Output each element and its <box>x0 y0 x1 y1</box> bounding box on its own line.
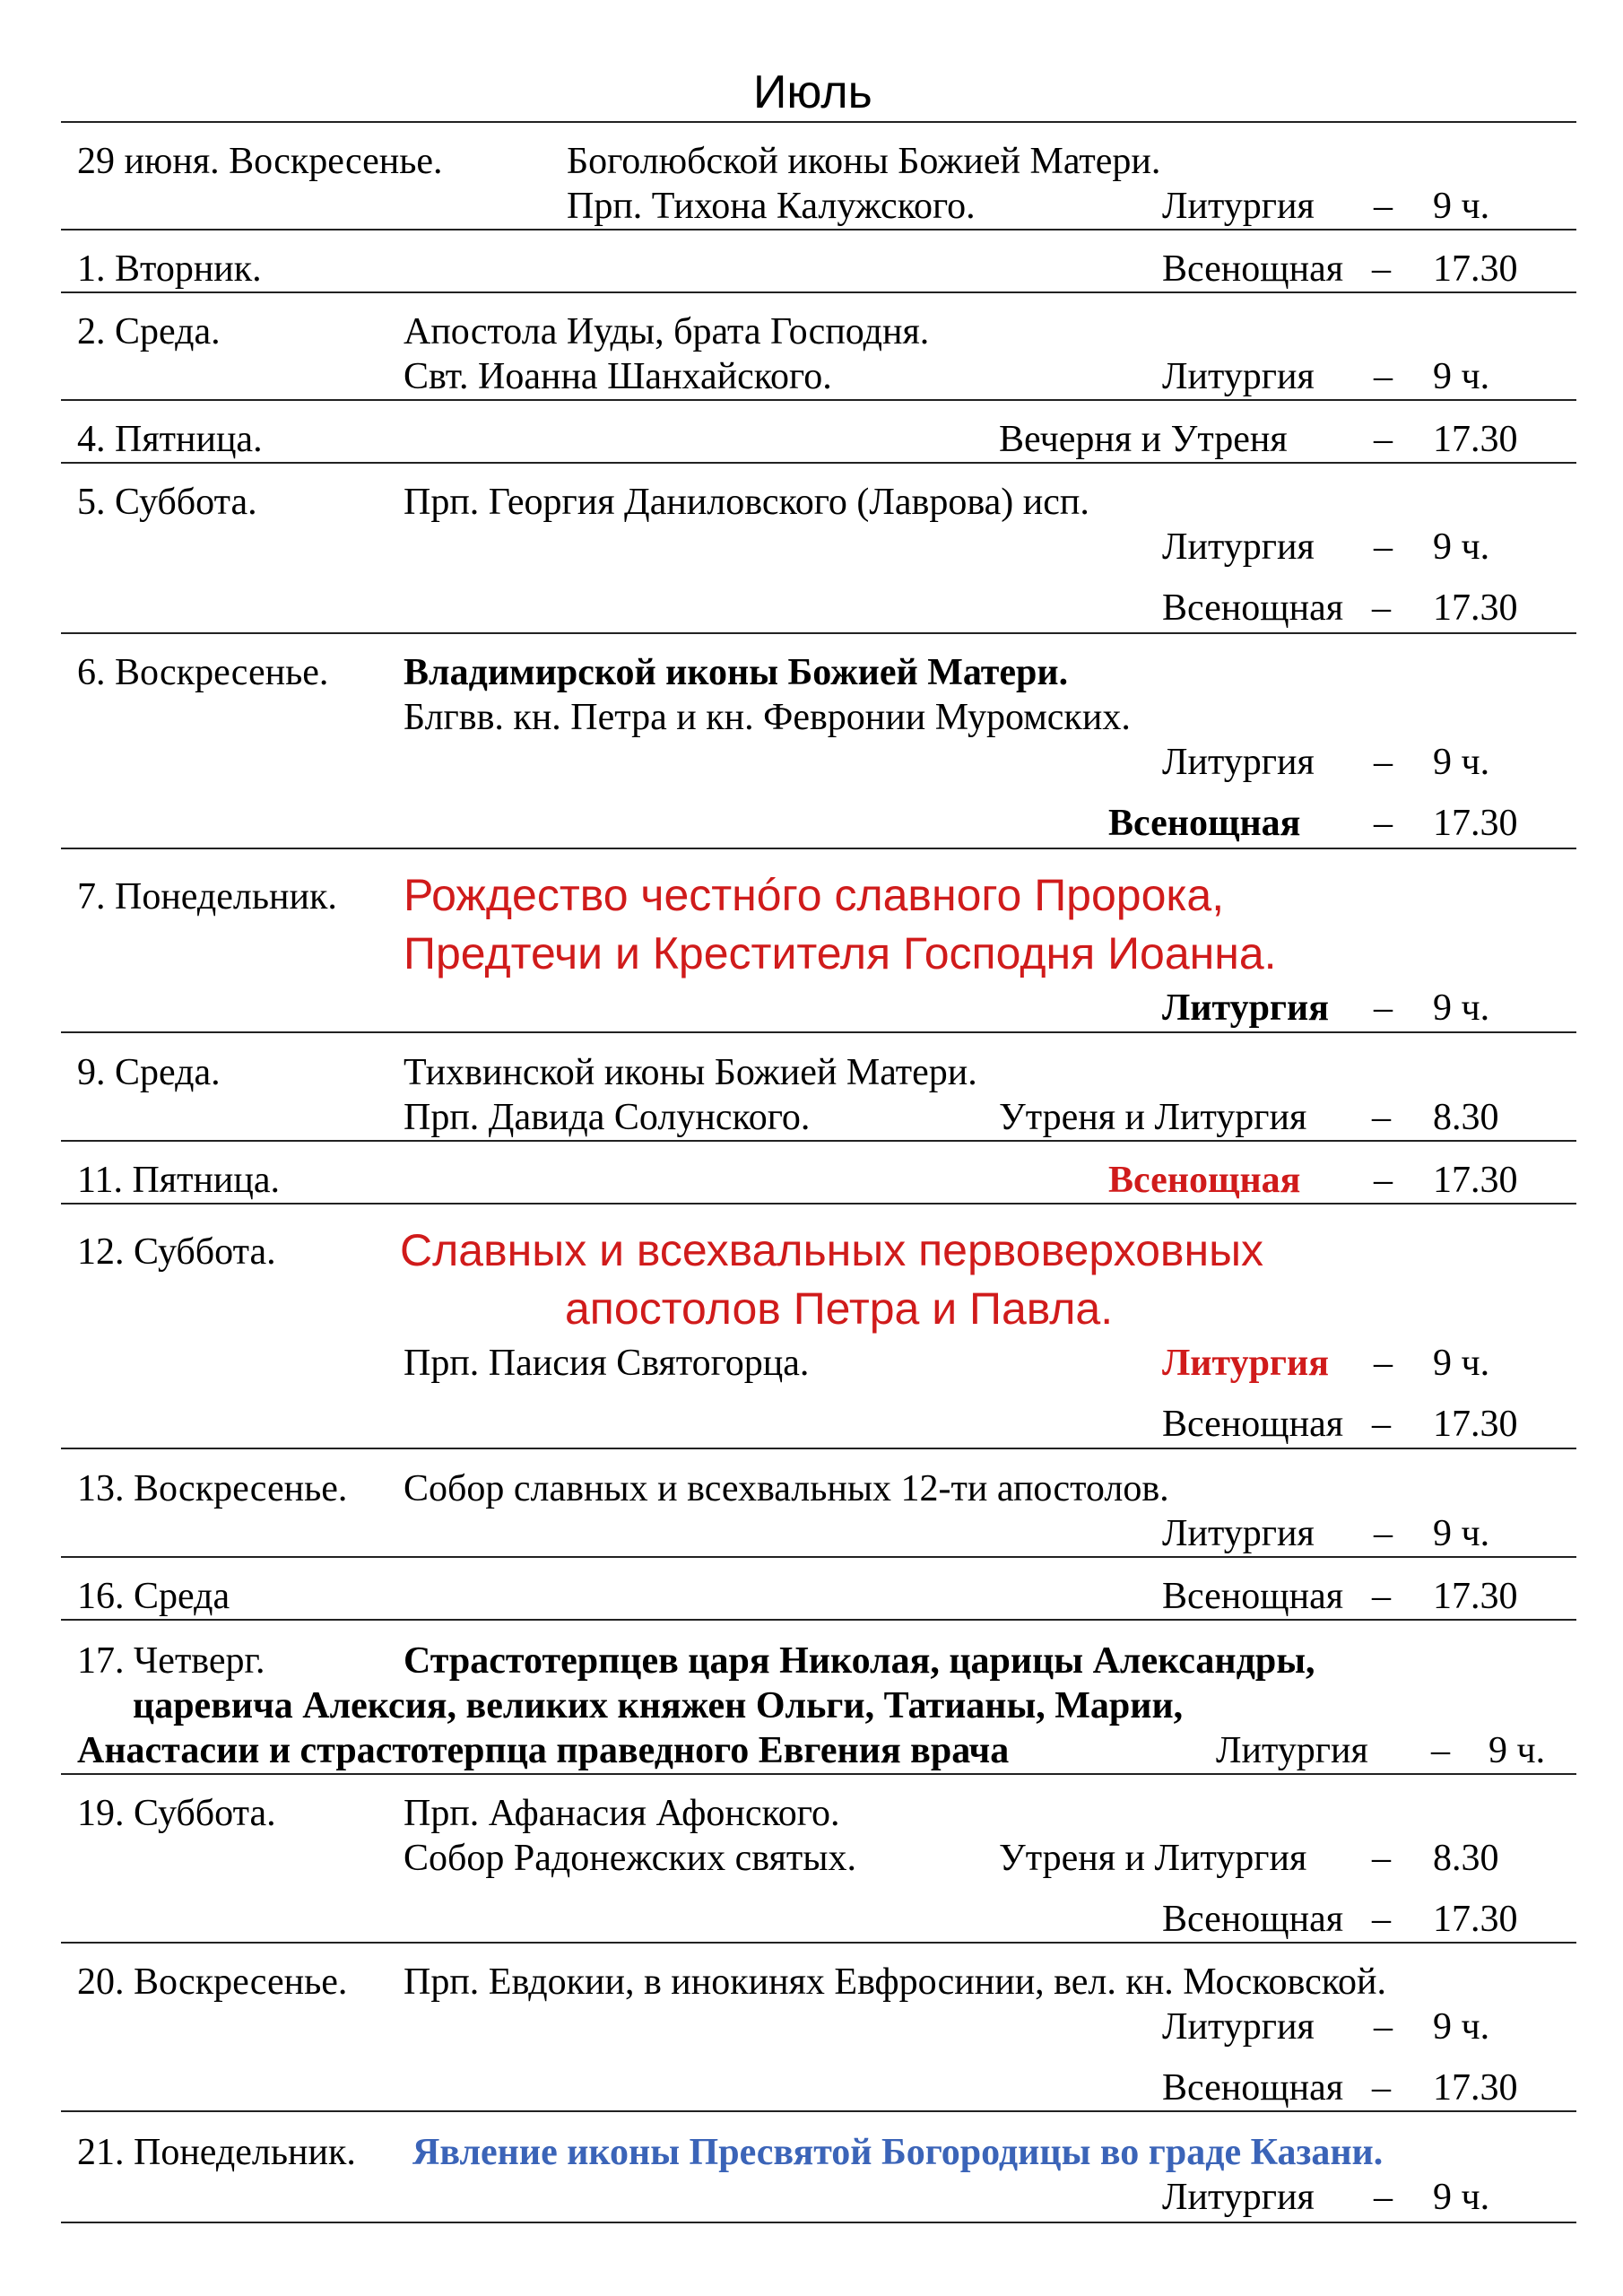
service-name: Утреня и Литургия <box>999 1838 1307 1879</box>
dash: – <box>1372 248 1391 290</box>
dash: – <box>1374 1513 1393 1554</box>
service-time: 8.30 <box>1433 1838 1499 1879</box>
dash: – <box>1374 742 1393 783</box>
row-day: 20. Воскресенье. <box>77 1961 348 2003</box>
row-day: 13. Воскресенье. <box>77 1468 348 1509</box>
row-feast-line: Собор Радонежских святых. <box>404 1838 856 1879</box>
row-feast-line: Апостола Иуды, брата Господня. <box>404 311 930 352</box>
service-time: 9 ч. <box>1433 186 1490 227</box>
service-time: 9 ч. <box>1433 987 1490 1029</box>
dash: – <box>1374 2006 1393 2048</box>
dash: – <box>1372 1899 1391 1940</box>
row-feast-line: Боголюбской иконы Божией Матери. <box>567 141 1161 182</box>
dash: – <box>1374 2177 1393 2218</box>
service-time: 17.30 <box>1433 1404 1518 1445</box>
divider <box>61 121 1576 123</box>
service-name: Утреня и Литургия <box>999 1097 1307 1138</box>
row-feast-line: Прп. Паисия Святогорца. <box>404 1343 810 1384</box>
service-name: Литургия <box>1162 742 1315 783</box>
row-feast-line: Собор славных и всехвальных 12-ти апостолов. <box>404 1468 1169 1509</box>
divider <box>61 632 1576 634</box>
service-name: Литургия <box>1216 1730 1368 1771</box>
dash: – <box>1372 587 1391 629</box>
divider <box>61 1773 1576 1775</box>
row-day: 4. Пятница. <box>77 419 263 460</box>
row-feast-line: царевича Алексия, великих княжен Ольги, Татианы, Марии, <box>133 1685 1184 1726</box>
row-feast-line: Рождество честнóго славного Пророка, <box>404 870 1225 920</box>
dash: – <box>1372 1576 1391 1617</box>
divider <box>61 1556 1576 1558</box>
row-feast-line: Страстотерпцев царя Николая, царицы Александры, <box>404 1640 1315 1682</box>
service-time: 8.30 <box>1433 1097 1499 1138</box>
service-name: Всенощная <box>1162 1576 1344 1617</box>
service-name: Литургия <box>1162 526 1315 568</box>
service-time: 17.30 <box>1433 1899 1518 1940</box>
page-title: Июль <box>753 66 872 118</box>
service-time: 17.30 <box>1433 2067 1518 2109</box>
service-time: 9 ч. <box>1433 2006 1490 2048</box>
service-name: Литургия <box>1162 1513 1315 1554</box>
row-feast-line: Предтечи и Крестителя Господня Иоанна. <box>404 928 1277 978</box>
row-day: 16. Среда <box>77 1576 230 1617</box>
divider <box>61 462 1576 464</box>
service-name: Литургия <box>1162 2177 1315 2218</box>
service-time: 17.30 <box>1433 587 1518 629</box>
row-day: 5. Суббота. <box>77 482 257 523</box>
divider <box>61 291 1576 293</box>
row-feast-line: Славных и всехвальных первоверховных <box>400 1225 1264 1275</box>
dash: – <box>1374 1343 1393 1384</box>
service-time: 9 ч. <box>1433 1513 1490 1554</box>
service-name: Всенощная <box>1162 587 1344 629</box>
row-day: 21. Понедельник. <box>77 2132 356 2173</box>
row-day: 12. Суббота. <box>77 1231 276 1273</box>
divider <box>61 1448 1576 1449</box>
row-feast-line: Анастасии и страстотерпца праведного Евгения врача <box>77 1730 1010 1771</box>
service-name: Всенощная <box>1162 1899 1344 1940</box>
dash: – <box>1374 1160 1393 1201</box>
dash: – <box>1431 1730 1450 1771</box>
divider <box>61 399 1576 401</box>
row-day: 7. Понедельник. <box>77 876 337 918</box>
dash: – <box>1374 356 1393 397</box>
service-name: Всенощная <box>1162 2067 1344 2109</box>
row-day: 29 июня. Воскресенье. <box>77 141 443 182</box>
dash: – <box>1372 2067 1391 2109</box>
row-day: 2. Среда. <box>77 311 221 352</box>
service-name: Литургия <box>1162 2006 1315 2048</box>
row-day: 1. Вторник. <box>77 248 262 290</box>
row-feast-line: Блгвв. кн. Петра и кн. Февронии Муромских. <box>404 697 1131 738</box>
dash: – <box>1374 419 1393 460</box>
service-name: Вечерня и Утреня <box>999 419 1288 460</box>
row-feast-line: Прп. Георгия Даниловского (Лаврова) исп. <box>404 482 1089 523</box>
row-feast-line: апостолов Петра и Павла. <box>565 1283 1114 1334</box>
divider <box>61 2222 1576 2223</box>
row-feast-line: Прп. Давида Солунского. <box>404 1097 811 1138</box>
row-day: 17. Четверг. <box>77 1640 265 1682</box>
divider <box>61 1942 1576 1944</box>
row-feast-line: Свт. Иоанна Шанхайского. <box>404 356 832 397</box>
divider <box>61 229 1576 230</box>
service-time: 9 ч. <box>1433 526 1490 568</box>
dash: – <box>1372 1097 1391 1138</box>
row-feast-line: Прп. Афанасия Афонского. <box>404 1793 840 1834</box>
service-name: Всенощная <box>1162 248 1344 290</box>
service-time: 17.30 <box>1433 803 1518 844</box>
service-name: Всенощная <box>1108 1160 1301 1201</box>
row-feast-line: Явление иконы Пресвятой Богородицы во граде Казани. <box>412 2132 1384 2173</box>
divider <box>61 1140 1576 1142</box>
service-time: 17.30 <box>1433 1576 1518 1617</box>
row-feast-line: Прп. Евдокии, в инокинях Евфросинии, вел. кн. Московской. <box>404 1961 1386 2003</box>
divider <box>61 1203 1576 1205</box>
service-name: Всенощная <box>1108 803 1301 844</box>
dash: – <box>1372 1404 1391 1445</box>
dash: – <box>1374 526 1393 568</box>
service-time: 17.30 <box>1433 248 1518 290</box>
service-name: Всенощная <box>1162 1404 1344 1445</box>
service-name: Литургия <box>1162 356 1315 397</box>
dash: – <box>1374 987 1393 1029</box>
service-time: 17.30 <box>1433 1160 1518 1201</box>
service-time: 9 ч. <box>1433 1343 1490 1384</box>
service-time: 9 ч. <box>1433 2177 1490 2218</box>
dash: – <box>1372 1838 1391 1879</box>
row-feast-line: Тихвинской иконы Божией Матери. <box>404 1052 977 1093</box>
dash: – <box>1374 803 1393 844</box>
row-day: 6. Воскресенье. <box>77 652 329 693</box>
row-day: 19. Суббота. <box>77 1793 276 1834</box>
divider <box>61 1619 1576 1621</box>
divider <box>61 2110 1576 2112</box>
row-day: 11. Пятница. <box>77 1160 281 1201</box>
service-name: Литургия <box>1162 987 1329 1029</box>
service-time: 9 ч. <box>1488 1730 1546 1771</box>
service-time: 9 ч. <box>1433 742 1490 783</box>
service-time: 17.30 <box>1433 419 1518 460</box>
service-name: Литургия <box>1162 186 1315 227</box>
row-feast-line: Прп. Тихона Калужского. <box>567 186 976 227</box>
row-day: 9. Среда. <box>77 1052 221 1093</box>
divider <box>61 1031 1576 1033</box>
row-feast-line: Владимирской иконы Божией Матери. <box>404 652 1069 693</box>
service-time: 9 ч. <box>1433 356 1490 397</box>
dash: – <box>1374 186 1393 227</box>
divider <box>61 848 1576 849</box>
service-name: Литургия <box>1162 1343 1329 1384</box>
